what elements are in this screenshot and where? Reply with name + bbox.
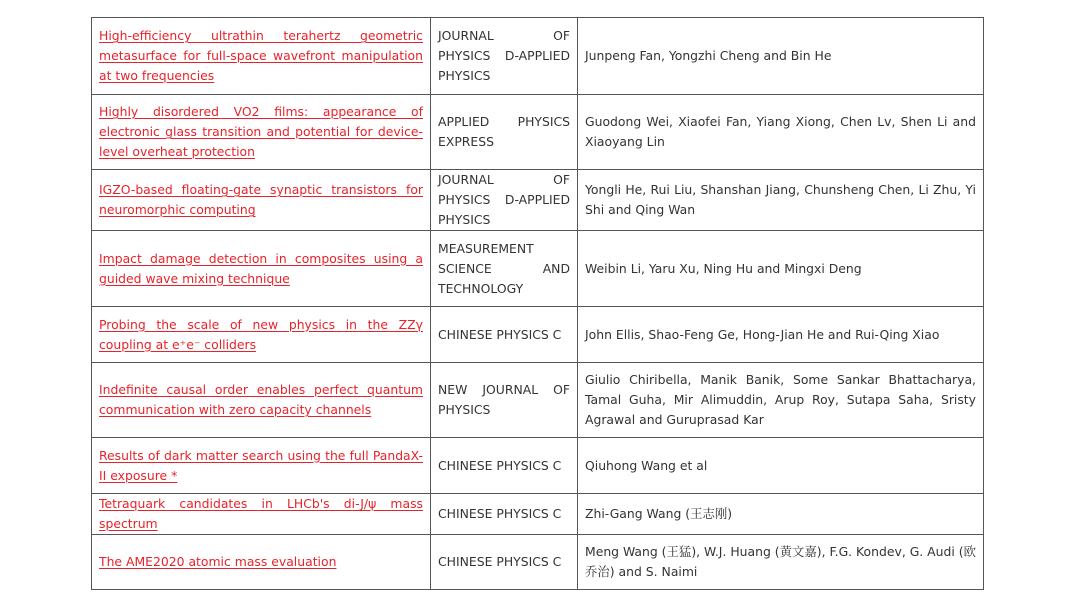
paper-title-link[interactable]: IGZO-based floating-gate synaptic transistors for neuromorphic computing (99, 182, 423, 217)
title-cell (92, 494, 431, 535)
authors-cell: Zhi-Gang Wang (王志刚) (578, 494, 984, 535)
table-row (92, 494, 984, 535)
title-cell (92, 535, 431, 590)
table-row (92, 231, 984, 307)
paper-title-link[interactable]: Highly disordered VO2 films: appearance of electronic glass transition and potential for device-level overheat protection (99, 104, 423, 159)
journal-cell: JOURNAL OF PHYSICS D-APPLIED PHYSICS (431, 170, 578, 231)
journal-cell: CHINESE PHYSICS C (431, 535, 578, 590)
authors-cell: Giulio Chiribella, Manik Banik, Some Sankar Bhattacharya, Tamal Guha, Mir Alimuddin, Arup Roy, Sutapa Saha, Sristy Agrawal and Guruprasad Kar (578, 363, 984, 438)
authors-cell: Qiuhong Wang et al (578, 438, 984, 494)
journal-cell: JOURNAL OF PHYSICS D-APPLIED PHYSICS (431, 18, 578, 95)
paper-title-link[interactable]: High-efficiency ultrathin terahertz geometric metasurface for full-space wavefront manipulation at two frequencies (99, 28, 423, 83)
title-cell (92, 231, 431, 307)
title-cell (92, 95, 431, 170)
paper-title-link[interactable]: Probing the scale of new physics in the ZZγ coupling at e⁺e⁻ colliders (99, 316, 423, 352)
paper-title-link[interactable]: The AME2020 atomic mass evaluation (99, 554, 337, 569)
title-cell (92, 18, 431, 95)
table-row (92, 307, 984, 363)
paper-title-link[interactable]: Indefinite causal order enables perfect quantum communication with zero capacity channels (99, 382, 423, 417)
journal-cell: CHINESE PHYSICS C (431, 307, 578, 363)
table-row (92, 18, 984, 95)
table-row (92, 438, 984, 494)
papers-table (91, 17, 984, 590)
journal-cell: APPLIED PHYSICS EXPRESS (431, 95, 578, 170)
authors-cell: Meng Wang (王猛), W.J. Huang (黄文嘉), F.G. Kondev, G. Audi (欧乔治) and S. Naimi (578, 535, 984, 590)
authors-cell: John Ellis, Shao-Feng Ge, Hong-Jian He and Rui-Qing Xiao (578, 307, 984, 363)
table-row (92, 363, 984, 438)
journal-cell: MEASUREMENT SCIENCE AND TECHNOLOGY (431, 231, 578, 307)
title-cell (92, 363, 431, 438)
authors-cell: Guodong Wei, Xiaofei Fan, Yiang Xiong, Chen Lv, Shen Li and Xiaoyang Lin (578, 95, 984, 170)
authors-cell: Weibin Li, Yaru Xu, Ning Hu and Mingxi Deng (578, 231, 984, 307)
paper-title-link[interactable]: Tetraquark candidates in LHCb's di-J/ψ mass spectrum (99, 496, 423, 531)
journal-cell: CHINESE PHYSICS C (431, 494, 578, 535)
authors-cell: Junpeng Fan, Yongzhi Cheng and Bin He (578, 18, 984, 95)
title-cell (92, 438, 431, 494)
paper-title-link[interactable]: Impact damage detection in composites using a guided wave mixing technique (99, 250, 423, 286)
journal-cell: CHINESE PHYSICS C (431, 438, 578, 494)
journal-cell: NEW JOURNAL OF PHYSICS (431, 363, 578, 438)
authors-cell: Yongli He, Rui Liu, Shanshan Jiang, Chunsheng Chen, Li Zhu, Yi Shi and Qing Wan (578, 170, 984, 231)
title-cell (92, 170, 431, 231)
title-cell (92, 307, 431, 363)
table-row (92, 535, 984, 590)
paper-title-link[interactable]: Results of dark matter search using the full PandaX-II exposure * (99, 447, 423, 483)
table-row (92, 170, 984, 231)
table-row (92, 95, 984, 170)
